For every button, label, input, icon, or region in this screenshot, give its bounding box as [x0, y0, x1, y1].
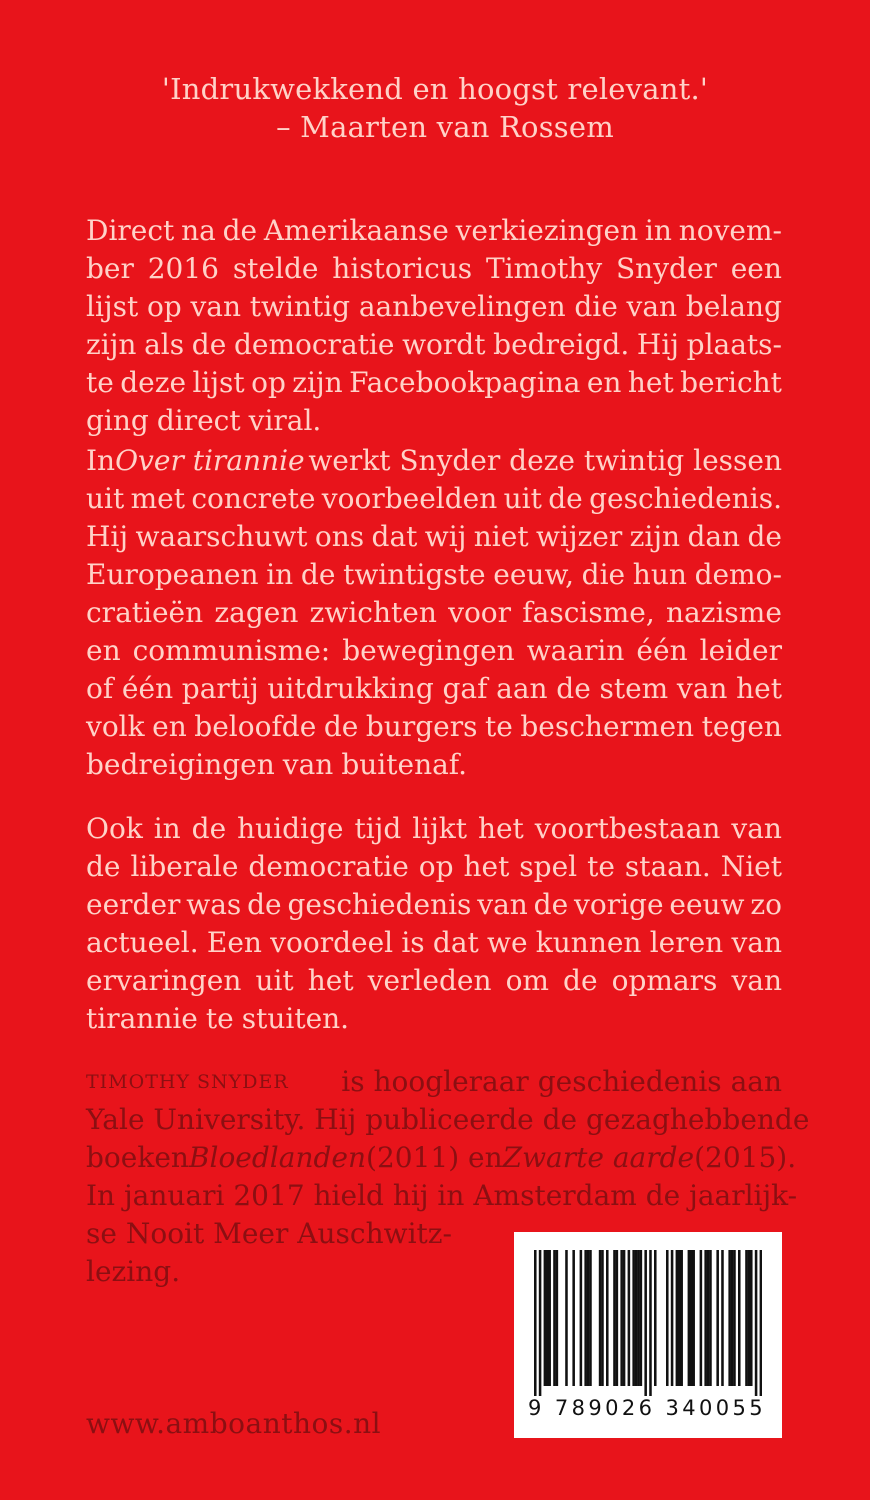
barcode-bar [676, 1250, 679, 1386]
word: viral. [248, 404, 322, 437]
word: zagen [214, 596, 299, 629]
description-paragraph-1 [86, 212, 782, 440]
blurb-quote [0, 70, 870, 146]
word: volk [86, 710, 145, 743]
word: nazisme [666, 596, 782, 629]
paragraph-line [86, 556, 782, 594]
word: verleden [367, 964, 492, 997]
barcode-bar [606, 1250, 609, 1386]
word: één [636, 634, 688, 667]
barcode-bar [755, 1250, 758, 1396]
barcode-bar [635, 1250, 638, 1386]
word: Timothy [486, 252, 603, 285]
barcode-bar [649, 1250, 652, 1396]
barcode-bar [678, 1250, 681, 1386]
barcode-bar [709, 1250, 712, 1386]
word: zijn [629, 520, 681, 553]
paragraph-line [86, 886, 782, 924]
word: het [463, 850, 510, 883]
word: waarschuwt [135, 520, 308, 553]
word: op [418, 850, 454, 883]
word: Niet [720, 850, 782, 883]
word: stuiten. [241, 1002, 350, 1035]
barcode-bar [587, 1250, 590, 1386]
word: tijd [354, 812, 402, 845]
word: communisme: [132, 634, 331, 667]
barcode-bar [544, 1250, 547, 1386]
word: cratieën [86, 596, 204, 629]
barcode-bar [539, 1250, 542, 1396]
word: plaats- [686, 328, 782, 361]
barcode-bar [628, 1250, 631, 1386]
word: een [730, 252, 782, 285]
word: eeuw [669, 888, 745, 921]
paragraph-line [86, 364, 782, 402]
word: Hij [86, 520, 129, 553]
word: ons [314, 520, 365, 553]
word: stem [599, 672, 669, 705]
bio-text: Yale University. Hij publiceerde de gezaghebbende [86, 1103, 810, 1136]
barcode-bar [623, 1250, 626, 1386]
word: liberale [130, 850, 239, 883]
word: concrete [191, 482, 316, 515]
barcode-bar [690, 1250, 693, 1386]
word: Europeanen [86, 558, 259, 591]
word: en [152, 710, 187, 743]
word: na [181, 214, 216, 247]
bio-text: boeken [86, 1141, 189, 1174]
paragraph-line [86, 924, 782, 962]
barcode-bar [750, 1250, 753, 1386]
word: spel [519, 850, 578, 883]
barcode-bar [745, 1250, 748, 1386]
word: vorige [574, 888, 664, 921]
word: van [190, 290, 242, 323]
word: waarin [526, 634, 625, 667]
word: gaf [442, 672, 488, 705]
book-title: Zwarte aarde [502, 1141, 695, 1174]
word: direct [156, 404, 241, 437]
word: de [191, 328, 227, 361]
barcode-bar [654, 1250, 657, 1386]
barcode-bar [692, 1250, 695, 1386]
word: novem- [678, 214, 782, 247]
word: lijkt [412, 812, 467, 845]
word: tirannie [86, 1002, 198, 1035]
word: de [86, 850, 121, 883]
word: actueel. [86, 926, 199, 959]
text-fragment: werkt Snyder deze twintig lessen [308, 444, 782, 477]
word: de [300, 558, 336, 591]
barcode-bar [666, 1250, 669, 1386]
word: voortbestaan [534, 812, 721, 845]
word: zo [750, 888, 782, 921]
word: staan. [624, 850, 711, 883]
word: twintigste [343, 558, 486, 591]
word: beschermen [520, 710, 695, 743]
barcode-bar [589, 1250, 592, 1386]
word: Hij [636, 328, 679, 361]
barcode-bar [553, 1250, 556, 1386]
barcode-bar [680, 1250, 683, 1386]
word: de [563, 964, 598, 997]
word: als [144, 328, 185, 361]
word: met [130, 482, 185, 515]
word: eeuw, [493, 558, 574, 591]
word: op [251, 366, 286, 399]
bio-line [86, 1101, 810, 1139]
word: leren [649, 926, 724, 959]
paragraph-line [86, 288, 782, 326]
word: Facebookpagina [349, 366, 581, 399]
word: de [222, 214, 258, 247]
barcode-bar [632, 1250, 635, 1386]
word: in [266, 558, 294, 591]
word: in [644, 214, 672, 247]
word: van [731, 812, 782, 845]
word: twintig [249, 290, 351, 323]
word: kunnen [535, 926, 642, 959]
word: om [505, 964, 549, 997]
word: zijn [86, 328, 137, 361]
word: lijst [86, 290, 139, 323]
word: en [586, 366, 622, 399]
paragraph-line [86, 632, 782, 670]
word: voor [448, 596, 512, 629]
word: dan [687, 520, 741, 553]
word: deze [120, 366, 187, 399]
word: Snyder [615, 252, 717, 285]
barcode-bar [731, 1250, 734, 1386]
word: lijst [192, 366, 245, 399]
word: de [191, 812, 227, 845]
bio-text: (2011) en [366, 1141, 503, 1174]
barcode-bar [671, 1250, 674, 1386]
bio-line [86, 1177, 798, 1215]
barcode-bar [704, 1250, 707, 1386]
word: de [323, 710, 359, 743]
word: eerder [86, 888, 181, 921]
paragraph-line [86, 670, 782, 708]
word: wijzer [535, 520, 623, 553]
description-paragraph-3 [86, 810, 782, 1038]
barcode-bar [620, 1250, 623, 1386]
word: de [747, 520, 782, 553]
paragraph-line [86, 402, 782, 440]
word: van [731, 926, 782, 959]
word: aanbevelingen [358, 290, 566, 323]
barcode-bar [716, 1250, 719, 1386]
word: bedreigingen [86, 748, 275, 781]
barcode-bar [738, 1250, 741, 1386]
description-paragraph-2 [86, 442, 782, 784]
word: te [587, 850, 615, 883]
paragraph-line [86, 810, 782, 848]
word: uit [255, 964, 294, 997]
barcode-bar [644, 1250, 647, 1396]
word: of [86, 672, 114, 705]
paragraph-line [86, 326, 782, 364]
word: buitenaf. [341, 748, 468, 781]
word: belang [685, 290, 782, 323]
quote-text: 'Indrukwekkend en hoogst relevant.' [161, 72, 709, 106]
word: het [307, 964, 354, 997]
bio-line [86, 1139, 797, 1177]
word: de [548, 482, 583, 515]
barcode-bar [580, 1250, 583, 1386]
word: niet [473, 520, 529, 553]
barcode-bar [637, 1250, 640, 1386]
barcode-bar [565, 1250, 568, 1386]
word: opmars [611, 964, 718, 997]
paragraph-line [86, 518, 782, 556]
word: partij [181, 672, 259, 705]
word: Amerikaanse [263, 214, 449, 247]
word: aan [496, 672, 548, 705]
word: geschiedenis [287, 888, 472, 921]
barcode-bar [760, 1250, 762, 1396]
word: was [186, 888, 242, 921]
isbn-barcode [514, 1232, 782, 1438]
word: van [477, 888, 528, 921]
bio-text: lezing. [86, 1255, 181, 1288]
barcode-bar [640, 1250, 643, 1386]
barcode-bar [733, 1250, 736, 1386]
barcode-bar [584, 1250, 587, 1386]
word: fascisme, [522, 596, 655, 629]
word: de [533, 888, 569, 921]
word: bedreigd. [493, 328, 630, 361]
publisher-website[interactable]: www.amboanthos.nl [86, 1407, 382, 1440]
word: uit [503, 482, 542, 515]
word: wordt [402, 328, 486, 361]
quote-attribution: – Maarten van Rossem [276, 110, 614, 144]
barcode-bar [534, 1250, 537, 1396]
word: ervaringen [86, 964, 242, 997]
word: dat [432, 926, 479, 959]
word: te [86, 366, 114, 399]
bio-line [86, 1063, 782, 1101]
word: is [401, 926, 425, 959]
word: van [676, 672, 728, 705]
barcode-bar [546, 1250, 549, 1386]
word: bericht [680, 366, 782, 399]
word: op [146, 290, 182, 323]
word: zwichten [309, 596, 437, 629]
word: 2016 [147, 252, 219, 285]
word: de [247, 888, 282, 921]
word: democratie [233, 328, 395, 361]
book-title: Over tirannie [115, 444, 305, 477]
word: te [205, 1002, 234, 1035]
word: Ook [86, 812, 143, 845]
word: van [282, 748, 334, 781]
word: Een [206, 926, 262, 959]
word: het [627, 366, 674, 399]
word: voorbeelden [321, 482, 498, 515]
word: die [574, 290, 618, 323]
word: beloofde [194, 710, 317, 743]
barcode-bar [601, 1250, 604, 1386]
barcode-bar [616, 1250, 619, 1386]
bio-text: se Nooit Meer Auschwitz- [86, 1217, 452, 1250]
word: die [581, 558, 626, 591]
word: en [86, 634, 121, 667]
word: het [736, 672, 782, 705]
barcode-bar [599, 1250, 602, 1386]
word: verkiezingen [455, 214, 639, 247]
word: demo- [694, 558, 782, 591]
word: uit [86, 482, 125, 515]
barcode-bar [707, 1250, 710, 1386]
book-title: Bloedlanden [188, 1141, 367, 1174]
word: één [121, 672, 174, 705]
word: dat [371, 520, 418, 553]
barcode-bar [721, 1250, 724, 1386]
word: geschiedenis. [589, 482, 782, 515]
isbn-number: 9 789026 340055 [528, 1396, 767, 1420]
paragraph-line [86, 480, 782, 518]
word: de [556, 672, 591, 705]
paragraph-line [86, 594, 782, 632]
barcode-bar [728, 1250, 731, 1386]
word: ging [86, 404, 149, 437]
word: leider [699, 634, 782, 667]
word: het [477, 812, 524, 845]
word: In [86, 444, 116, 477]
bio-text: In januari 2017 hield hij in Amsterdam de jaarlijk- [86, 1179, 798, 1212]
word: historicus [332, 252, 473, 285]
paragraph-line [86, 962, 782, 1000]
word: huidige [237, 812, 344, 845]
paragraph-line [86, 746, 782, 784]
author-name: TIMOTHY SNYDER [86, 1071, 289, 1093]
word: van [731, 964, 782, 997]
word: uitdrukking [267, 672, 434, 705]
word: Direct [86, 214, 175, 247]
word: in [153, 812, 181, 845]
barcode-bar [700, 1250, 703, 1386]
word: ber [86, 252, 134, 285]
bio-text: (2015). [694, 1141, 797, 1174]
word: voordeel [270, 926, 394, 959]
barcode-bar [548, 1250, 551, 1386]
word: hun [632, 558, 687, 591]
word: te [485, 710, 513, 743]
paragraph-line [86, 848, 782, 886]
barcode-bar [572, 1250, 575, 1386]
word: we [487, 926, 528, 959]
paragraph-line [86, 442, 782, 480]
barcode-bar [748, 1250, 751, 1386]
barcode-bars [534, 1250, 762, 1396]
word: democratie [248, 850, 409, 883]
word: tegen [701, 710, 782, 743]
barcode-bar [688, 1250, 691, 1386]
word: bewegingen [342, 634, 515, 667]
word: zijn [292, 366, 343, 399]
paragraph-line [86, 708, 782, 746]
paragraph-line [86, 250, 782, 288]
word: van [626, 290, 678, 323]
bio-text: is hoogleraar geschiedenis aan [341, 1065, 782, 1098]
paragraph-line [86, 212, 782, 250]
word: burgers [365, 710, 478, 743]
barcode-bar [556, 1250, 559, 1386]
barcode-bar [613, 1250, 616, 1386]
word: wij [424, 520, 467, 553]
word: stelde [232, 252, 319, 285]
paragraph-line [86, 1000, 782, 1038]
